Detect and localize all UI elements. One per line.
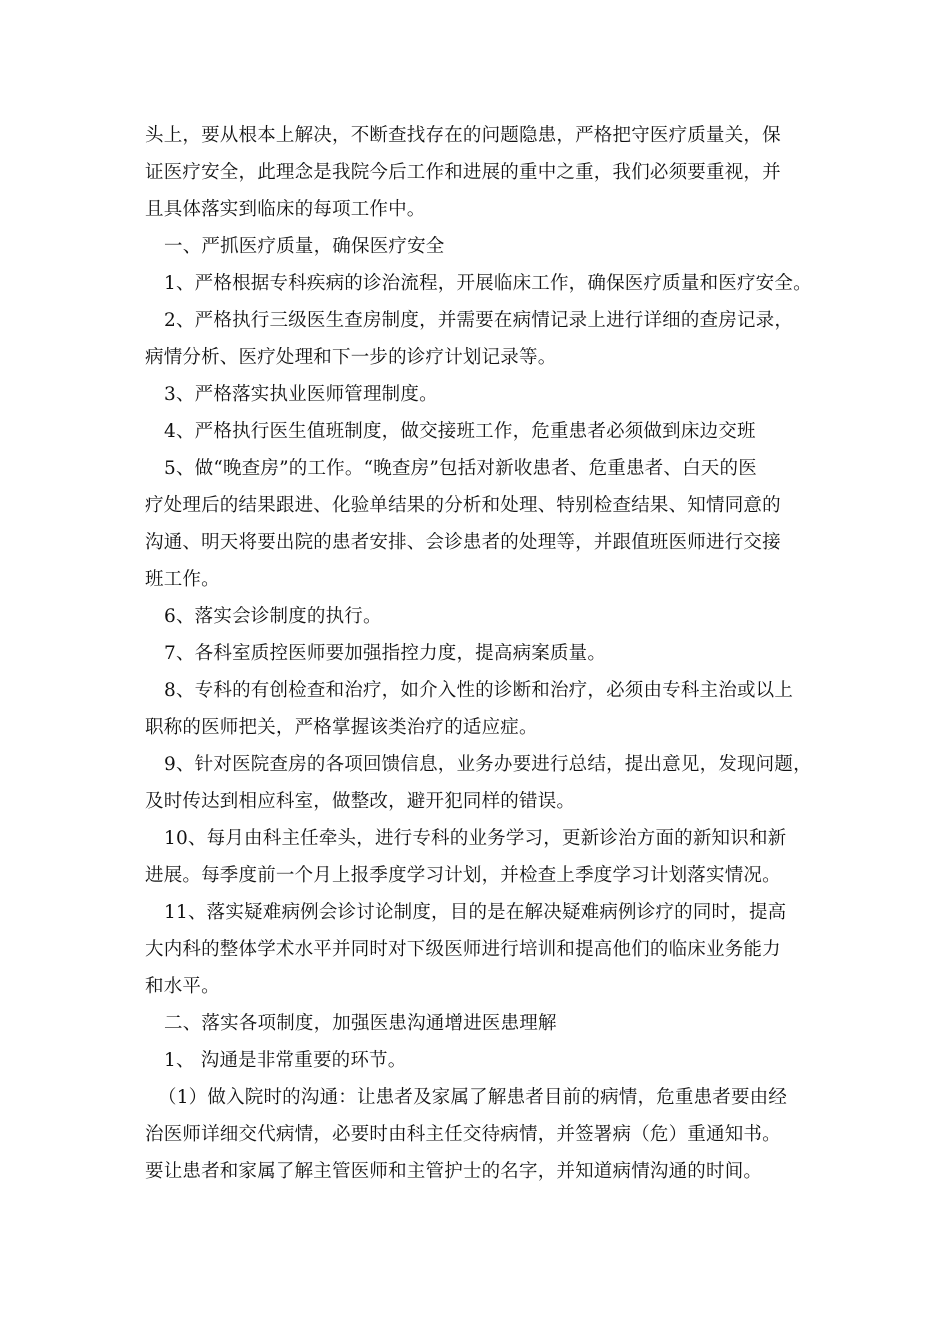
paragraph-line: 3、严格落实执业医师管理制度。	[164, 384, 438, 405]
paragraph-line: 9、针对医院查房的各项回馈信息，业务办要进行总结，提出意见，发现问题，	[164, 754, 812, 775]
paragraph-line: 1、 沟通是非常重要的环节。	[164, 1050, 407, 1071]
paragraph-line: 2、严格执行三级医生查房制度，并需要在病情记录上进行详细的查房记录，	[164, 310, 794, 331]
paragraph-line: 职称的医师把关，严格掌握该类治疗的适应症。	[145, 717, 538, 738]
paragraph-line: 4、严格执行医生值班制度，做交接班工作，危重患者必须做到床边交班	[164, 421, 756, 442]
paragraph-line: 1、严格根据专科疾病的诊治流程，开展临床工作，确保医疗质量和医疗安全。	[164, 273, 812, 294]
paragraph-line: 病情分析、医疗处理和下一步的诊疗计划记录等。	[145, 347, 557, 368]
section-heading: 二、落实各项制度，加强医患沟通增进医患理解	[164, 1013, 557, 1034]
paragraph-line: （1）做入院时的沟通：让患者及家属了解患者目前的病情，危重患者要由经	[158, 1087, 788, 1108]
paragraph-line: 治医师详细交代病情，必要时由科主任交待病情，并签署病（危）重通知书。	[145, 1124, 781, 1145]
paragraph-line: 证医疗安全，此理念是我院今后工作和进展的重中之重，我们必须要重视，并	[145, 162, 781, 183]
paragraph-line: 11、落实疑难病例会诊讨论制度，目的是在解决疑难病例诊疗的同时，提高	[164, 902, 787, 923]
paragraph-line: 要让患者和家属了解主管医师和主管护士的名字，并知道病情沟通的时间。	[145, 1161, 763, 1182]
paragraph-line: 进展。每季度前一个月上报季度学习计划，并检查上季度学习计划落实情况。	[145, 865, 781, 886]
paragraph-line: 班工作。	[145, 569, 220, 590]
paragraph-line: 5、做“晚查房”的工作。“晚查房”包括对新收患者、危重患者、白天的医	[164, 458, 757, 479]
paragraph-line: 8、专科的有创检查和治疗，如介入性的诊断和治疗，必须由专科主治或以上	[164, 680, 794, 701]
paragraph-line: 疗处理后的结果跟进、化验单结果的分析和处理、特别检查结果、知情同意的	[145, 495, 781, 516]
document-body	[145, 117, 825, 1190]
paragraph-line: 沟通、明天将要出院的患者安排、会诊患者的处理等，并跟值班医师进行交接	[145, 532, 781, 553]
paragraph-line: 10、每月由科主任牵头，进行专科的业务学习，更新诊治方面的新知识和新	[164, 828, 787, 849]
paragraph-line: 且具体落实到临床的每项工作中。	[145, 199, 426, 220]
paragraph-line: 7、各科室质控医师要加强指控力度，提高病案质量。	[164, 643, 607, 664]
paragraph-line: 头上，要从根本上解决，不断查找存在的问题隐患，严格把守医疗质量关，保	[145, 125, 781, 146]
paragraph-line: 6、落实会诊制度的执行。	[164, 606, 382, 627]
paragraph-line: 及时传达到相应科室，做整改，避开犯同样的错误。	[145, 791, 576, 812]
paragraph-line: 和水平。	[145, 976, 220, 997]
section-heading: 一、严抓医疗质量，确保医疗安全	[164, 236, 445, 257]
paragraph-line: 大内科的整体学术水平并同时对下级医师进行培训和提高他们的临床业务能力	[145, 939, 781, 960]
